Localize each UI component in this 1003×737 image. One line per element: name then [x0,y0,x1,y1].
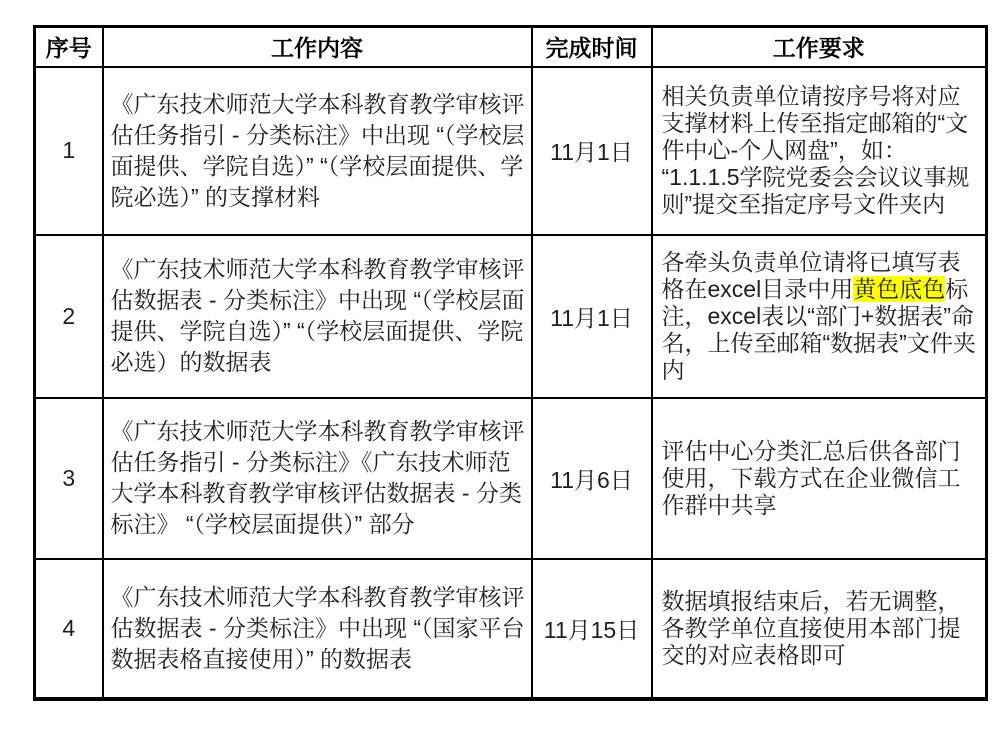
work-content-cell: 《广东技术师范大学本科教育教学审核评估任务指引 - 分类标注》《广东技术师范大学本科教育教学审核评估数据表 - 分类标注》 “（学校层面提供）” 部分 [103,398,532,559]
work-task-table [33,25,988,701]
work-requirement-cell [652,235,987,398]
work-requirement-cell: 评估中心分类汇总后供各部门使用，下载方式在企业微信工作群中共享 [652,398,987,559]
table-row [35,559,987,699]
col-header-content: 工作内容 [103,27,532,67]
row-number-cell: 1 [35,67,103,235]
row-number-cell: 4 [35,559,103,699]
header-row [35,27,987,67]
col-header-requirement: 工作要求 [652,27,987,67]
row-number-cell: 2 [35,235,103,398]
requirement-text: 各牵头负责单位请将已填写表格在excel目录中用 [661,248,961,302]
work-content-cell: 《广东技术师范大学本科教育教学审核评估任务指引 - 分类标注》中出现 “（学校层面提供、学院自选）” “（学校层面提供、学院必选）” 的支撑材料 [103,67,532,235]
table-row [35,235,987,398]
row-number-cell: 3 [35,398,103,559]
table-row [35,398,987,559]
highlight-yellow-text: 黄色底色 [853,275,946,302]
work-content-cell: 《广东技术师范大学本科教育教学审核评估数据表 - 分类标注》中出现 “（学校层面提供、学院自选）” “（学校层面提供、学院必选）的数据表 [103,235,532,398]
col-header-index: 序号 [35,27,103,67]
completion-time-cell: 11月15日 [532,559,652,699]
completion-time-cell: 11月1日 [532,235,652,398]
completion-time-cell: 11月1日 [532,67,652,235]
work-content-cell: 《广东技术师范大学本科教育教学审核评估数据表 - 分类标注》中出现 “（国家平台数据表格直接使用）” 的数据表 [103,559,532,699]
requirement-text: 标注，excel表以“部门+数据表”命名，上传至邮箱“数据表”文件夹内 [661,275,976,383]
work-requirement-cell: 数据填报结束后，若无调整，各教学单位直接使用本部门提交的对应表格即可 [652,559,987,699]
table-row [35,67,987,235]
work-requirement-cell: 相关负责单位请按序号将对应支撑材料上传至指定邮箱的“文件中心-个人网盘”，如：“1.1.1.5学院党委会会议议事规则”提交至指定序号文件夹内 [652,67,987,235]
col-header-time: 完成时间 [532,27,652,67]
completion-time-cell: 11月6日 [532,398,652,559]
